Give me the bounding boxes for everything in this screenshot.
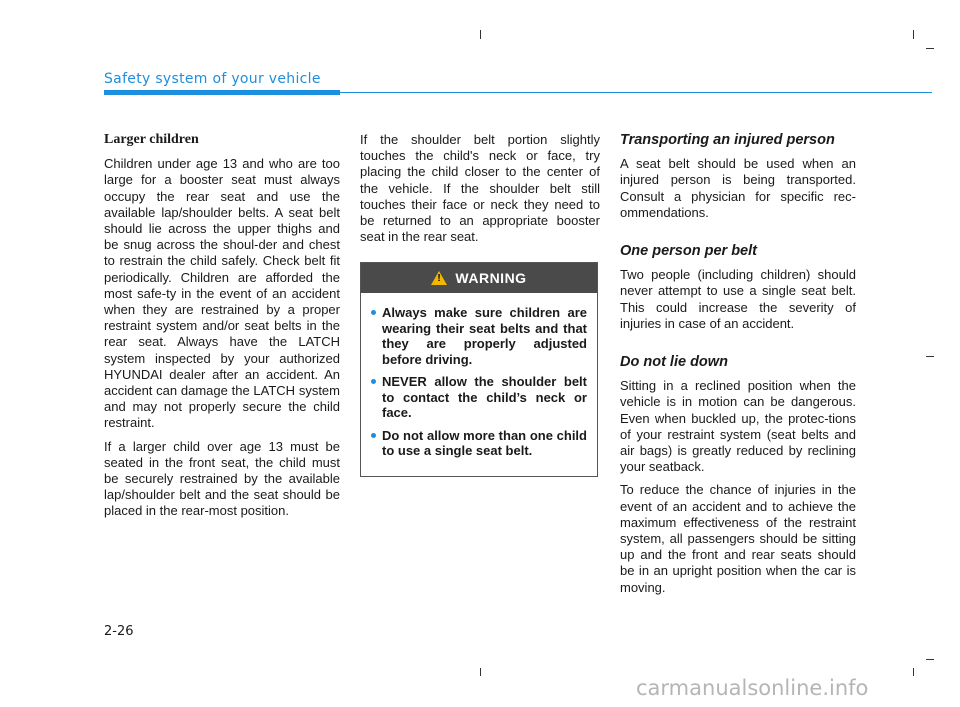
warning-item: Always make sure children are wearing their seat belts and that they are properly adjusted before driving. (371, 305, 587, 367)
watermark: carmanualsonline.info (636, 676, 869, 700)
heading-one-person-per-belt: One person per belt (620, 243, 757, 260)
warning-title: WARNING (455, 270, 527, 287)
header-accent-bar (104, 90, 340, 95)
crop-mark (480, 668, 481, 676)
page-number: 2-26 (104, 624, 134, 639)
warning-item: Do not allow more than one child to use a single seat belt. (371, 428, 587, 459)
body-paragraph: A seat belt should be used when an injured person is being transported. Consult a physician for specific rec-ommendations. (620, 156, 856, 220)
warning-item: NEVER allow the shoulder belt to contact the child’s neck or face. (371, 374, 587, 421)
warning-box (360, 262, 598, 477)
body-paragraph: To reduce the chance of injuries in the event of an accident and to achieve the maximum effectiveness of the restraint system, all passengers should be sitting up and the front and rear seats should be in an upright position when the car is moving. (620, 482, 856, 595)
heading-do-not-lie-down: Do not lie down (620, 354, 728, 371)
crop-mark (926, 659, 934, 660)
heading-larger-children: Larger children (104, 132, 199, 147)
warning-header (361, 263, 597, 293)
body-paragraph: If a larger child over age 13 must be seated in the front seat, the child must be securely restrained by the available lap/shoulder belt and the seat should be placed in the rear-most position. (104, 438, 340, 519)
header-rule (340, 92, 932, 93)
section-title: Safety system of your vehicle (104, 71, 321, 87)
body-paragraph: If the shoulder belt portion slightly touches the child's neck or face, try placing the child closer to the center of the vehicle. If the shoulder belt still touches their face or neck they need to be returned to an appropriate booster seat in the rear seat. (360, 132, 600, 245)
crop-mark (913, 30, 914, 39)
crop-mark (926, 356, 934, 357)
body-paragraph: Two people (including children) should never attempt to use a single seat belt. This could increase the severity of injuries in case of an accident. (620, 267, 856, 331)
crop-mark (913, 668, 914, 676)
body-paragraph: Sitting in a reclined position when the vehicle is in motion can be dangerous. Even when buckled up, the protec-tions of your restraint system (seat belts and air bags) is greatly reduced by reclining your seatback. (620, 378, 856, 475)
column-middle (360, 132, 600, 477)
heading-transporting-injured: Transporting an injured person (620, 132, 835, 148)
crop-mark (480, 30, 481, 39)
warning-list (361, 293, 597, 476)
warning-triangle-icon (431, 271, 447, 285)
crop-mark (926, 48, 934, 49)
body-paragraph: Children under age 13 and who are too large for a booster seat must always occupy the rear seat and use the available lap/shoulder belts. A seat belt should lie across the upper thighs and be snug across the shoul-der and chest to restrain the child safely. Check belt fit periodically. Children are afforded the most safe-ty in the event of an accident when they are restrained by a proper restraint system and/or seat belts in the rear seat. Always have the LATCH system inspected by your authorized HYUNDAI dealer after an accident. An accident can damage the LATCH system and may not properly secure the child restraint. (104, 156, 340, 431)
column-right (620, 132, 856, 603)
column-left (104, 132, 340, 527)
